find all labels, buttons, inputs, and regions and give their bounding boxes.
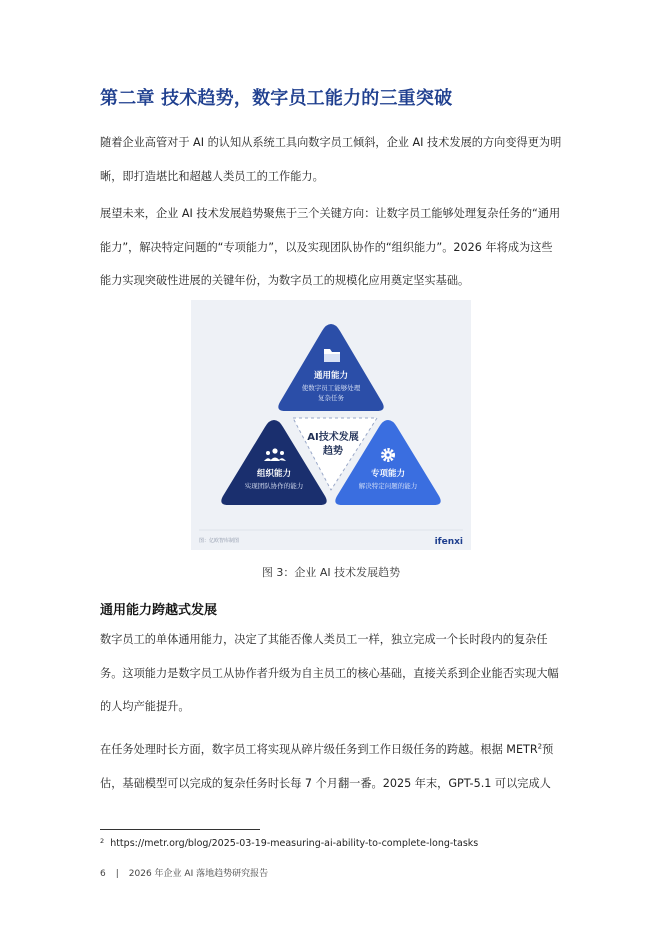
paragraph-intro: 随着企业高管对于 AI 的认知从系统工具向数字员工倾斜，企业 AI 技术发展的方向变得更为明晰，即打造堪比和超越人类员工的工作能力。	[100, 136, 562, 183]
ifenxi-logo: ifenxi	[434, 537, 463, 547]
chapter-title: 第二章 技术趋势，数字员工能力的三重突破	[100, 88, 453, 109]
footnote-ref[interactable]: 2	[537, 742, 543, 751]
page-footer	[100, 866, 268, 879]
footnote-link[interactable]: https://metr.org/blog/2025-03-19-measuring-ai-ability-to-complete-long-tasks	[110, 838, 479, 849]
center-label-line2: 趋势	[323, 446, 343, 457]
left-desc: 实现团队协作的能力	[244, 482, 304, 490]
figure-source: 图：亿欧智库制图	[199, 538, 240, 544]
figure-diagram	[191, 300, 471, 550]
footnote-number: 2	[100, 837, 105, 845]
center-label-line1: AI技术发展	[307, 432, 359, 443]
paragraph-task-duration	[100, 733, 562, 800]
footnote-divider	[100, 829, 260, 830]
p4-text-after: 预估，基础模型可以完成的复杂任务时长每 7 个月翻一番。2025 年末，GPT-5.1 可以完成人	[100, 743, 554, 790]
paragraph-general-capability: 数字员工的单体通用能力，决定了其能否像人类员工一样，独立完成一个长时段内的复杂任务。这项能力是数字员工从协作者升级为自主员工的核心基础，直接关系到企业能否实现大幅的人均产能提升。	[100, 633, 559, 713]
right-desc: 解决特定问题的能力	[358, 482, 418, 490]
footer-separator: |	[115, 869, 119, 879]
left-title: 组织能力	[256, 469, 292, 479]
top-title: 通用能力	[313, 371, 349, 381]
figure-caption: 图 3：企业 AI 技术发展趋势	[261, 566, 401, 579]
right-title: 专项能力	[370, 469, 406, 479]
top-desc-line1: 使数字员工能够处理	[301, 384, 361, 392]
paragraph-outlook: 展望未来，企业 AI 技术发展趋势聚焦于三个关键方向：让数字员工能够处理复杂任务的“通用能力”，解决特定问题的“专项能力”，以及实现团队协作的“组织能力”。2026 年将成为这些能力实现突破性进展的关键年份，为数字员工的规模化应用奠定坚实基础。	[100, 207, 561, 287]
figure-ai-trends	[191, 300, 471, 550]
top-desc-line2: 复杂任务	[318, 394, 344, 402]
page-number: 6	[100, 869, 106, 879]
report-title: 2026 年企业 AI 落地趋势研究报告	[128, 869, 269, 879]
footnote	[100, 838, 478, 849]
section-title: 通用能力跨越式发展	[100, 603, 218, 618]
p4-text-before: 在任务处理时长方面，数字员工将实现从碎片级任务到工作日级任务的跨越。根据 METR	[100, 743, 538, 756]
